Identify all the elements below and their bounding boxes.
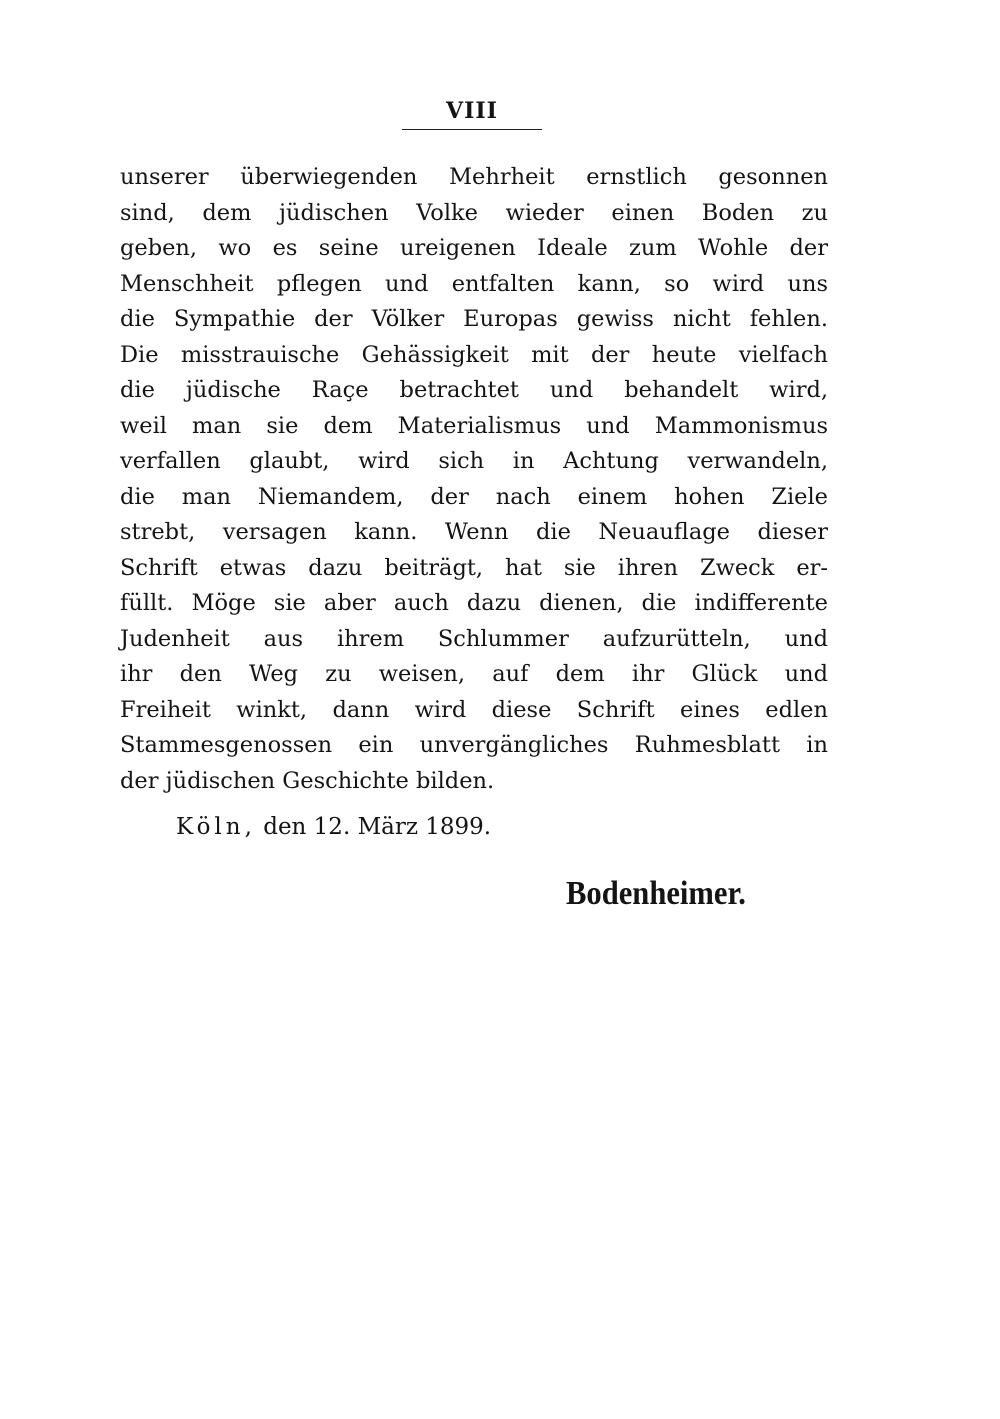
body-paragraph (120, 160, 828, 799)
text-line: unserer überwiegenden Mehrheit ernstlich gesonnen (120, 164, 828, 190)
text-line: verfallen glaubt, wird sich in Achtung verwandeln, (120, 448, 828, 474)
text-line: ihr den Weg zu weisen, auf dem ihr Glück und (120, 661, 828, 687)
text-line: Menschheit pflegen und entfalten kann, so wird uns (120, 270, 828, 297)
text-line: Die misstrauische Gehässigkeit mit der heute vielfach (120, 341, 828, 368)
text-line: sind, dem jüdischen Volke wieder einen Boden zu (120, 199, 828, 226)
text-line: füllt. Möge sie aber auch dazu dienen, die indifferente (120, 590, 828, 616)
dateline-date: den 12. März 1899. (255, 814, 492, 840)
text-line: Schrift etwas dazu beiträgt, hat sie ihren Zweck er- (120, 554, 828, 581)
text-line: die Sympathie der Völker Europas gewiss nicht fehlen. (120, 306, 828, 332)
text-line: der jüdischen Geschichte bilden. (120, 767, 495, 794)
dateline-place: Köln, (176, 814, 256, 840)
text-line: Freiheit winkt, dann wird diese Schrift eines edlen (120, 696, 828, 723)
text-line: strebt, versagen kann. Wenn die Neuauflage dieser (120, 519, 828, 545)
text-line: weil man sie dem Materialismus und Mammonismus (120, 412, 828, 439)
text-line: Judenheit aus ihrem Schlummer aufzurütteln, und (120, 625, 828, 652)
page-number: VIII (446, 98, 498, 124)
text-line: die man Niemandem, der nach einem hohen Ziele (120, 483, 828, 510)
dateline (176, 810, 491, 844)
signature: Bodenheimer. (566, 875, 746, 912)
text-line: die jüdische Raçe betrachtet und behandelt wird, (120, 377, 828, 403)
text-line: Stammesgenossen ein unvergängliches Ruhmesblatt in (120, 732, 828, 758)
header-rule (402, 129, 542, 130)
text-line: geben, wo es seine ureigenen Ideale zum Wohle der (120, 235, 828, 261)
